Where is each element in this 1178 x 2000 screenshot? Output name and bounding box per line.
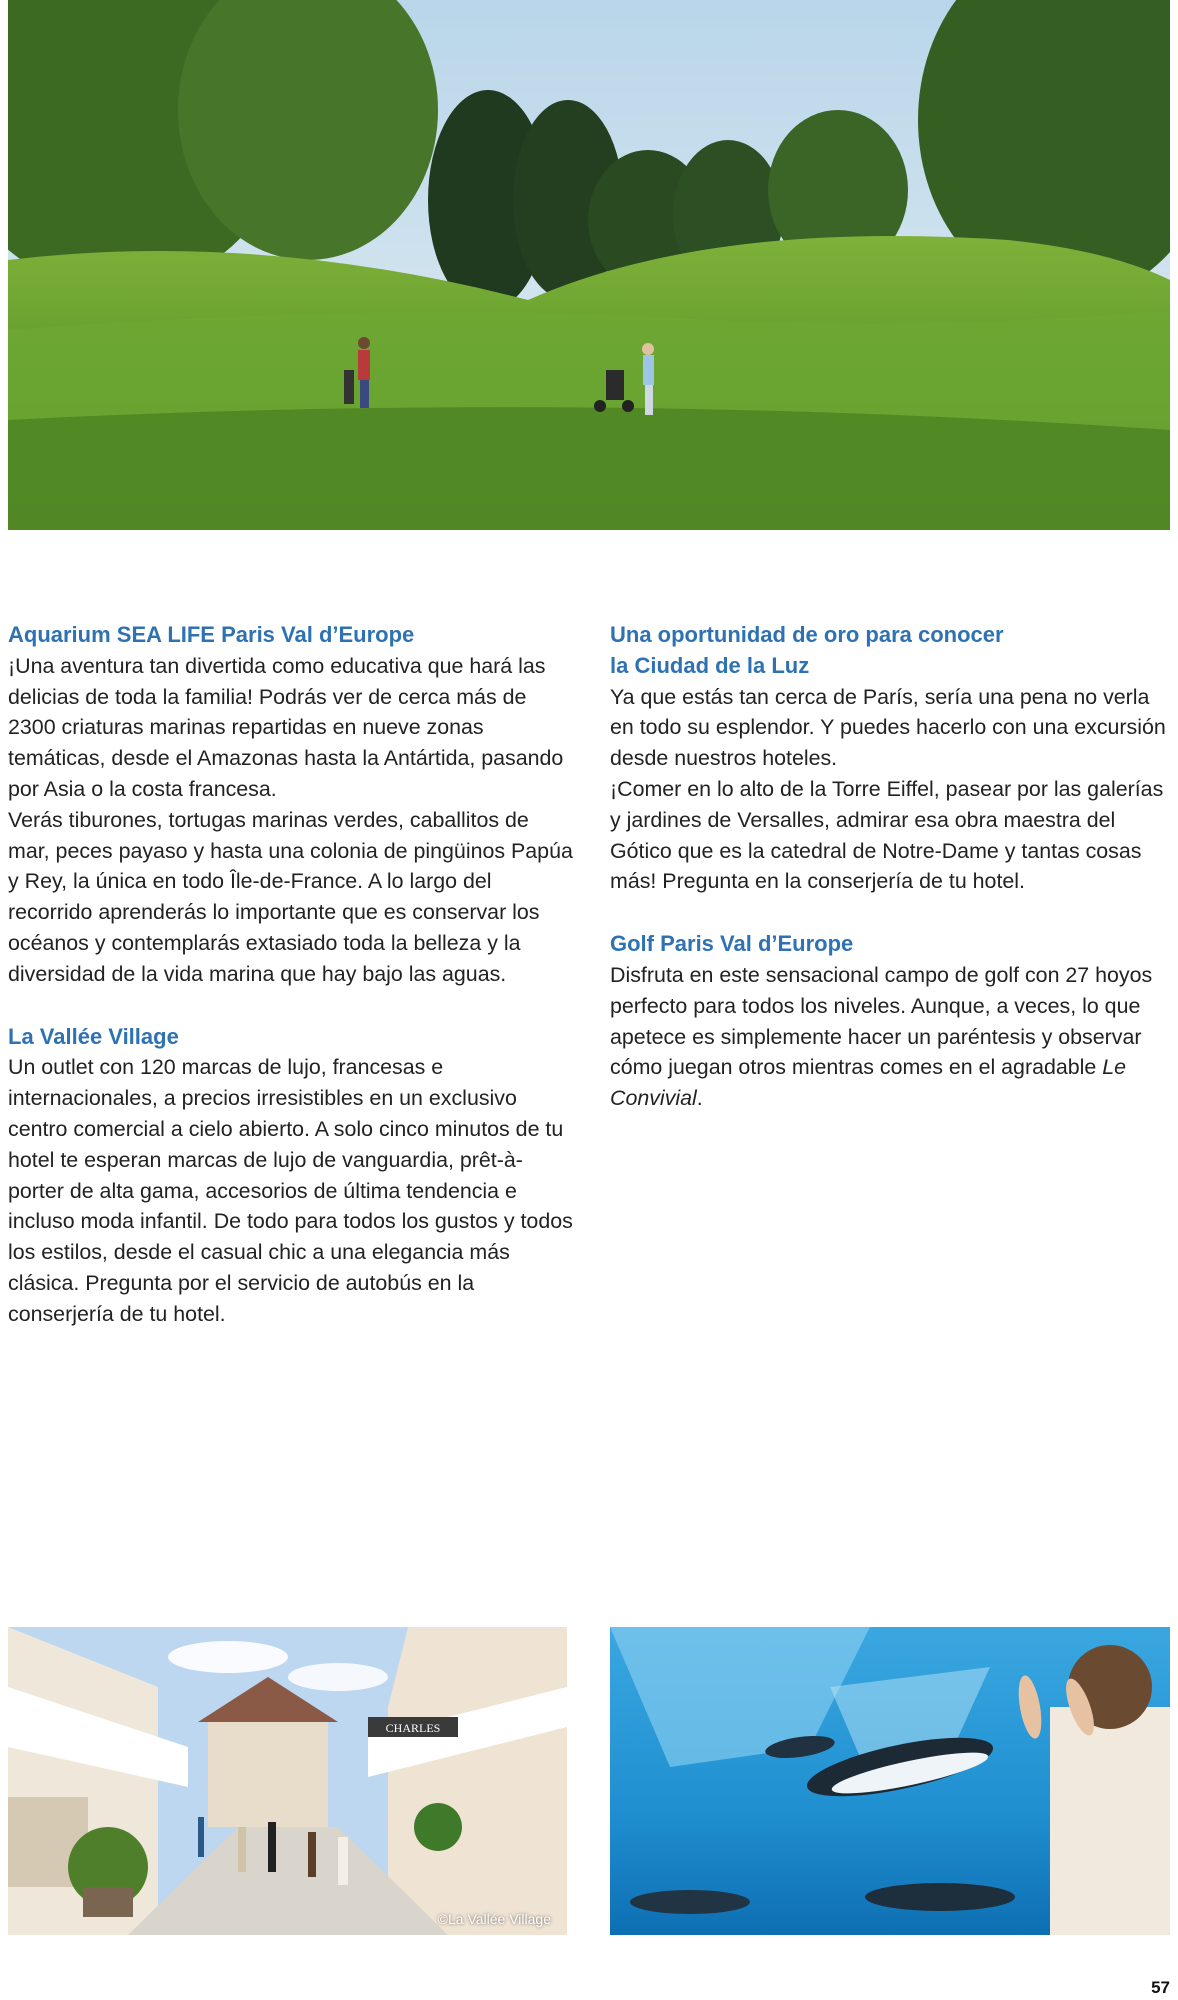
shop-sign-text: CHARLES — [385, 1721, 441, 1735]
left-column — [8, 620, 573, 1362]
vallee-village-photo — [8, 1627, 567, 1935]
paris-heading-line-1: Una oportunidad de oro para conocer — [610, 622, 1004, 647]
shopping-street-illustration — [8, 1627, 567, 1935]
golf-paragraph-main: Disfruta en este sensacional campo de golf con 27 hoyos perfecto para todos los niveles. Aunque, a veces, lo que apetece es simplemente hacer un paréntesis y observar cómo juegan otros mientras comes en el agradable — [610, 962, 1153, 1080]
golf-course-illustration — [8, 0, 1170, 530]
paris-heading — [610, 620, 1175, 682]
paris-section — [610, 620, 1175, 897]
golf-heading: Golf Paris Val d’Europe — [610, 931, 854, 957]
golf-section — [610, 929, 1175, 1114]
golf-course-photo — [8, 0, 1170, 530]
photo-credit: ©La Vallée Village — [437, 1911, 551, 1927]
paris-heading-line-2: la Ciudad de la Luz — [610, 652, 810, 678]
aquarium-section — [8, 620, 573, 990]
aquarium-heading: Aquarium SEA LIFE Paris Val d’Europe — [8, 622, 415, 647]
vallee-village-heading: La Vallée Village — [8, 1023, 179, 1049]
golf-paragraph-end: . — [696, 1086, 703, 1111]
paris-paragraph-2: ¡Comer en lo alto de la Torre Eiffel, pasear por las galerías y jardines de Versalles, admirar esa obra maestra del Gótico que es la catedral de Notre-Dame y tantas cosas más! Pregunta en la conserjería de tu hotel. — [610, 776, 1164, 894]
page-number: 57 — [1151, 1978, 1170, 1997]
vallee-village-section — [8, 1022, 573, 1330]
right-column — [610, 620, 1175, 1146]
golf-paragraph — [610, 960, 1175, 1114]
penguins-aquarium-illustration — [610, 1627, 1170, 1935]
paris-paragraph-1: Ya que estás tan cerca de París, sería una pena no verla en todo su esplendor. Y puedes hacerlo con una excursión desde nuestros hoteles. — [610, 684, 1166, 771]
aquarium-photo — [610, 1627, 1170, 1935]
golf-restaurant-name: Le Convivial — [610, 1055, 1127, 1111]
aquarium-paragraph-1: ¡Una aventura tan divertida como educativa que hará las delicias de toda la familia! Podrás ver de cerca más de 2300 criaturas marinas repartidas en nueve zonas temáticas, desde el Amazonas hasta la Antártida, pasando por Asia o la costa francesa. — [8, 653, 564, 801]
aquarium-paragraph-2: Verás tiburones, tortugas marinas verdes, caballitos de mar, peces payaso y hasta una colonia de pingüinos Papúa y Rey, la única en todo Île-de-France. A lo largo del recorrido aprenderás lo importante que es conservar los océanos y contemplarás extasiado toda la belleza y la diversidad de la vida marina que hay bajo las aguas. — [8, 807, 573, 986]
vallee-village-paragraph: Un outlet con 120 marcas de lujo, francesas e internacionales, a precios irresistibles en un exclusivo centro comercial a cielo abierto. A solo cinco minutos de tu hotel te esperan marcas de lujo de vanguardia, prêt-à-porter de alta gama, accesorios de última tendencia e incluso moda infantil. De todo para todos los gustos y todos los estilos, desde el casual chic a una elegancia más clásica. Pregunta por el servicio de autobús en la conserjería de tu hotel. — [8, 1055, 573, 1326]
